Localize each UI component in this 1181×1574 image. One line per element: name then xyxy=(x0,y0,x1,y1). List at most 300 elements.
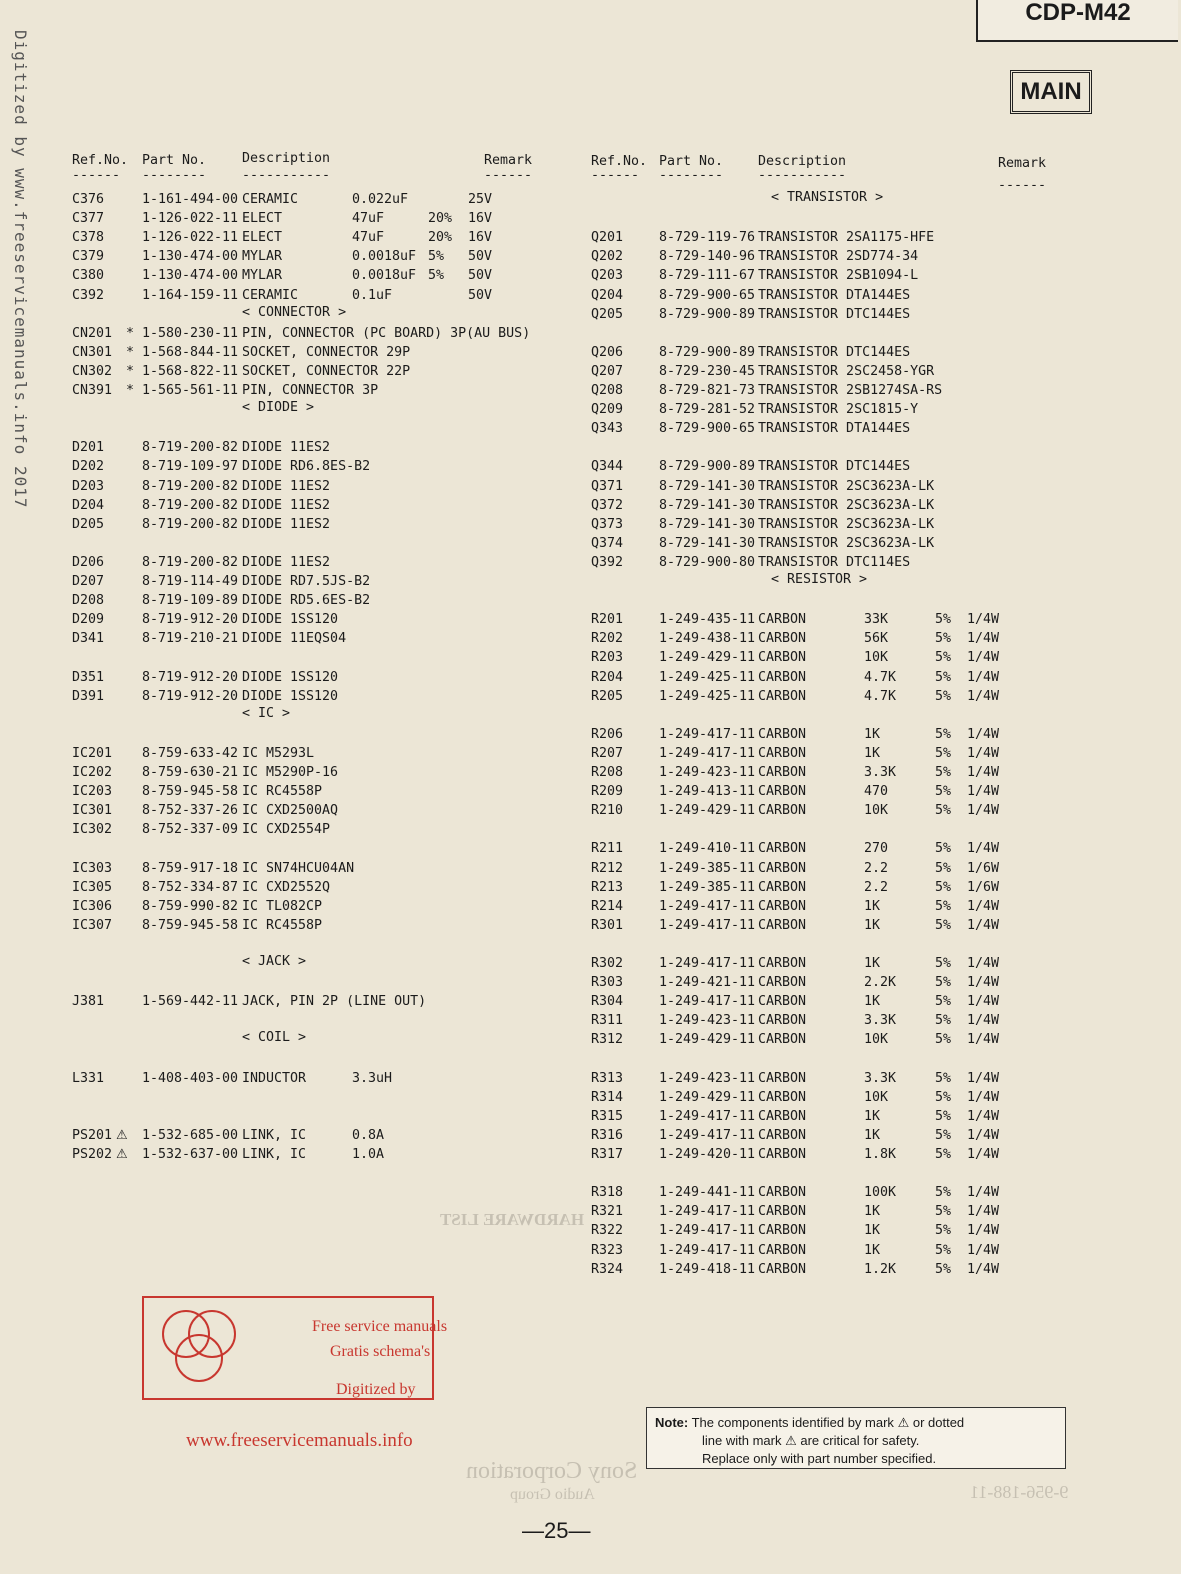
description-cell: CARBON xyxy=(758,975,807,991)
tolerance-cell: 5% xyxy=(935,956,952,971)
part-row xyxy=(591,1126,1051,1145)
part-row xyxy=(72,572,542,591)
value-cell: 10K xyxy=(864,650,889,666)
part-number-cell: 8-729-141-30 xyxy=(659,516,756,532)
rating-cell: 1/4W xyxy=(967,612,1000,628)
description-cell: CARBON xyxy=(758,688,807,704)
rating-cell: 1/4W xyxy=(967,956,1000,971)
note-line1: The components identified by mark xyxy=(691,1415,894,1430)
part-number-cell: 1-249-417-11 xyxy=(659,994,756,1010)
ref-cell: PS201 xyxy=(72,1127,113,1143)
part-row xyxy=(72,744,542,763)
part-row xyxy=(72,1145,542,1164)
rating-cell: 50V xyxy=(468,249,493,265)
part-row xyxy=(72,190,542,209)
stamp-circle xyxy=(175,1334,223,1382)
rating-cell: 1/4W xyxy=(967,1108,1000,1124)
description-cell: ELECT xyxy=(242,230,283,246)
ghost-hardware-list: HARDWARE LIST xyxy=(440,1210,585,1229)
part-row xyxy=(591,266,1051,285)
stamp-line1: Free service manuals xyxy=(312,1318,448,1335)
header-dash-remark: ------ xyxy=(484,168,533,183)
part-row xyxy=(72,629,542,648)
watermark-text: Digitized by www.freeservicemanuals.info 2017 xyxy=(11,30,30,509)
rating-cell: 1/4W xyxy=(967,1147,1000,1162)
ref-cell: L331 xyxy=(72,1070,105,1086)
ref-cell: C392 xyxy=(72,287,105,303)
value-cell: 4.7K xyxy=(864,688,897,704)
tolerance-cell: 5% xyxy=(935,841,952,857)
part-number-cell: 1-249-438-11 xyxy=(659,631,756,647)
tolerance-cell: 5% xyxy=(935,994,952,1010)
description-cell: IC CXD2552Q xyxy=(242,879,331,895)
rating-cell: 1/4W xyxy=(967,631,1000,647)
value-cell: 33K xyxy=(864,612,889,628)
ref-cell: R313 xyxy=(591,1070,624,1086)
part-row xyxy=(72,820,542,839)
part-number-cell: 8-729-111-67 xyxy=(659,268,756,284)
tolerance-cell: 5% xyxy=(935,1223,952,1239)
ref-cell: R204 xyxy=(591,669,624,685)
ref-cell: R323 xyxy=(591,1242,624,1258)
part-number-cell: 1-249-417-11 xyxy=(659,1242,756,1258)
ref-cell: Q206 xyxy=(591,344,624,360)
tolerance-cell: 5% xyxy=(935,669,952,685)
ref-cell: R212 xyxy=(591,860,624,876)
ref-cell: D206 xyxy=(72,554,105,570)
tolerance-cell: 5% xyxy=(935,1108,952,1124)
part-number-cell: 8-719-200-82 xyxy=(142,440,239,456)
value-cell: 3.3K xyxy=(864,1013,897,1029)
part-row xyxy=(72,457,542,476)
description-cell: MYLAR xyxy=(242,249,283,265)
section-heading: < COIL > xyxy=(242,1030,307,1046)
ref-cell: R303 xyxy=(591,975,624,991)
value-cell: 0.0018uF xyxy=(352,268,417,284)
description-cell: CARBON xyxy=(758,612,807,628)
part-row xyxy=(591,916,1051,935)
ref-cell: R315 xyxy=(591,1108,624,1124)
ref-cell: R201 xyxy=(591,612,624,628)
value-cell: 1K xyxy=(864,1127,881,1143)
part-number-cell: 1-580-230-11 xyxy=(142,325,239,341)
part-number-cell: 1-249-417-11 xyxy=(659,1204,756,1220)
tolerance-cell: 5% xyxy=(935,860,952,876)
header-dash-ref: ------ xyxy=(591,168,640,183)
part-number-cell: 1-249-417-11 xyxy=(659,917,756,933)
value-cell: 1.2K xyxy=(864,1261,897,1277)
tolerance-cell: 5% xyxy=(935,898,952,914)
ref-cell: Q371 xyxy=(591,478,624,494)
description-cell: DIODE RD7.5JS-B2 xyxy=(242,574,371,589)
part-row xyxy=(591,1107,1051,1126)
description-cell: TRANSISTOR DTC144ES xyxy=(758,306,911,322)
description-cell: JACK, PIN 2P (LINE OUT) xyxy=(242,994,427,1010)
tolerance-cell: 5% xyxy=(935,726,952,742)
part-row xyxy=(591,419,1051,438)
value-cell: 3.3K xyxy=(864,765,897,780)
description-cell: CARBON xyxy=(758,1070,807,1086)
part-row xyxy=(591,1221,1051,1240)
part-row xyxy=(591,668,1051,687)
rating-cell: 1/4W xyxy=(967,669,1000,685)
ref-cell: IC303 xyxy=(72,860,113,876)
part-number-cell: 8-719-200-82 xyxy=(142,497,239,513)
part-number-cell: 1-249-423-11 xyxy=(659,1013,756,1029)
ref-cell: R213 xyxy=(591,879,624,895)
value-cell: 10K xyxy=(864,1032,889,1048)
rating-cell: 1/4W xyxy=(967,745,1000,761)
description-cell: CARBON xyxy=(758,1204,807,1220)
ref-cell: R208 xyxy=(591,765,624,780)
part-number-cell: 8-759-633-42 xyxy=(142,745,239,761)
description-cell: PIN, CONNECTOR (PC BOARD) 3P(AU BUS) xyxy=(242,325,531,341)
description-cell: LINK, IC xyxy=(242,1147,307,1162)
part-number-cell: 8-759-630-21 xyxy=(142,765,239,780)
part-number-cell: 1-568-844-11 xyxy=(142,344,239,360)
part-number-cell: 8-729-900-89 xyxy=(659,459,756,475)
tolerance-cell: 5% xyxy=(935,745,952,761)
header-part: Part No. xyxy=(142,153,207,168)
value-cell: 1K xyxy=(864,956,881,971)
part-number-cell: 1-532-637-00 xyxy=(142,1147,239,1162)
description-cell: DIODE RD5.6ES-B2 xyxy=(242,593,371,609)
part-number-cell: 1-126-022-11 xyxy=(142,211,239,227)
star-mark: * xyxy=(126,363,135,379)
ref-cell: C379 xyxy=(72,249,105,265)
description-cell: TRANSISTOR 2SD774-34 xyxy=(758,249,919,265)
part-number-cell: 1-249-423-11 xyxy=(659,1070,756,1086)
value-cell: 0.022uF xyxy=(352,192,409,207)
description-cell: CARBON xyxy=(758,784,807,800)
part-row xyxy=(72,209,542,228)
part-number-cell: 8-719-114-49 xyxy=(142,574,239,589)
header-dash-remark: ------ xyxy=(998,178,1047,193)
part-row xyxy=(72,266,542,285)
rating-cell: 1/4W xyxy=(967,898,1000,914)
part-row xyxy=(72,286,542,305)
rating-cell: 1/4W xyxy=(967,1032,1000,1048)
tolerance-cell: 5% xyxy=(935,688,952,704)
part-row xyxy=(591,744,1051,763)
note-line3: Replace only with part number specified. xyxy=(702,1451,937,1466)
part-row xyxy=(72,763,542,782)
part-number-cell: 8-729-900-89 xyxy=(659,306,756,322)
description-cell: CARBON xyxy=(758,765,807,780)
tolerance-cell: 5% xyxy=(428,268,445,284)
part-row xyxy=(591,839,1051,858)
part-number-cell: 1-249-417-11 xyxy=(659,726,756,742)
description-cell: IC M5290P-16 xyxy=(242,765,339,780)
rating-cell: 1/4W xyxy=(967,650,1000,666)
part-row xyxy=(72,687,542,706)
rating-cell: 1/6W xyxy=(967,879,1000,895)
rating-cell: 1/4W xyxy=(967,688,1000,704)
section-heading: < RESISTOR > xyxy=(771,572,868,587)
rating-cell: 1/4W xyxy=(967,1242,1000,1258)
part-number-cell: 1-249-429-11 xyxy=(659,650,756,666)
description-cell: TRANSISTOR 2SC1815-Y xyxy=(758,402,919,418)
tolerance-cell: 5% xyxy=(935,1185,952,1201)
star-mark: * xyxy=(126,383,135,398)
tolerance-cell: 5% xyxy=(935,1261,952,1277)
part-number-cell: 8-752-337-26 xyxy=(142,803,239,819)
tolerance-cell: 20% xyxy=(428,211,453,227)
tolerance-cell: 5% xyxy=(935,879,952,895)
tolerance-cell: 5% xyxy=(935,917,952,933)
part-row xyxy=(591,228,1051,247)
part-row xyxy=(591,1241,1051,1260)
ref-cell: Q204 xyxy=(591,287,624,303)
part-number-cell: 1-249-425-11 xyxy=(659,669,756,685)
value-cell: 1.0A xyxy=(352,1147,385,1162)
description-cell: IC TL082CP xyxy=(242,898,323,914)
tolerance-cell: 5% xyxy=(935,784,952,800)
part-row xyxy=(591,954,1051,973)
ref-cell: R321 xyxy=(591,1204,624,1220)
ref-cell: Q343 xyxy=(591,421,624,437)
page-number: —25— xyxy=(522,1518,591,1543)
description-cell: TRANSISTOR DTA144ES xyxy=(758,421,911,437)
part-number-cell: 8-729-900-80 xyxy=(659,554,756,570)
part-row xyxy=(72,878,542,897)
description-cell: SOCKET, CONNECTOR 22P xyxy=(242,363,411,379)
ref-cell: R318 xyxy=(591,1185,624,1201)
part-row xyxy=(72,897,542,916)
part-row xyxy=(591,400,1051,419)
tolerance-cell: 5% xyxy=(428,249,445,265)
ref-cell: D207 xyxy=(72,574,105,589)
part-number-cell: 8-729-900-65 xyxy=(659,287,756,303)
part-row xyxy=(591,477,1051,496)
tolerance-cell: 5% xyxy=(935,1089,952,1105)
ref-cell: C377 xyxy=(72,211,105,227)
value-cell: 56K xyxy=(864,631,889,647)
ref-cell: D201 xyxy=(72,440,105,456)
part-row xyxy=(591,553,1051,572)
part-number-cell: 1-249-423-11 xyxy=(659,765,756,780)
section-heading: < CONNECTOR > xyxy=(242,304,347,320)
part-number-cell: 8-729-141-30 xyxy=(659,535,756,551)
part-number-cell: 1-568-822-11 xyxy=(142,363,239,379)
description-cell: IC M5293L xyxy=(242,745,315,761)
ref-cell: IC302 xyxy=(72,822,113,838)
part-row xyxy=(72,859,542,878)
note-line1b: or dotted xyxy=(912,1415,965,1430)
rating-cell: 1/4W xyxy=(967,1013,1000,1029)
description-cell: TRANSISTOR DTC144ES xyxy=(758,459,911,475)
part-row xyxy=(72,515,542,534)
part-number-cell: 8-759-917-18 xyxy=(142,860,239,876)
ref-cell: R203 xyxy=(591,650,624,666)
description-cell: TRANSISTOR 2SC3623A-LK xyxy=(758,497,935,513)
description-cell: CARBON xyxy=(758,1147,807,1162)
ref-cell: R205 xyxy=(591,688,624,704)
ref-cell: R209 xyxy=(591,784,624,800)
ref-cell: D209 xyxy=(72,612,105,628)
ref-cell: R311 xyxy=(591,1013,624,1029)
part-number-cell: 1-249-418-11 xyxy=(659,1261,756,1277)
part-number-cell: 1-249-441-11 xyxy=(659,1185,756,1201)
part-row xyxy=(591,629,1051,648)
part-number-cell: 8-752-337-09 xyxy=(142,822,239,838)
value-cell: 3.3K xyxy=(864,1070,897,1086)
ref-cell: R301 xyxy=(591,917,624,933)
value-cell: 0.0018uF xyxy=(352,249,417,265)
part-number-cell: 8-729-281-52 xyxy=(659,402,756,418)
part-number-cell: 8-719-210-21 xyxy=(142,631,239,647)
description-cell: TRANSISTOR DTA144ES xyxy=(758,287,911,303)
part-row xyxy=(591,859,1051,878)
part-number-cell: 8-719-109-89 xyxy=(142,593,239,609)
part-row xyxy=(591,381,1051,400)
tolerance-cell: 5% xyxy=(935,975,952,991)
warning-triangle-icon: ⚠ xyxy=(116,1147,128,1162)
ref-cell: D351 xyxy=(72,669,105,685)
description-cell: IC RC4558P xyxy=(242,917,323,933)
ref-cell: Q203 xyxy=(591,268,624,284)
header-dash-ref: ------ xyxy=(72,168,121,183)
ref-cell: CN201 xyxy=(72,325,113,341)
rating-cell: 1/4W xyxy=(967,1204,1000,1220)
ref-cell: D203 xyxy=(72,478,105,494)
part-number-cell: 8-759-945-58 xyxy=(142,917,239,933)
value-cell: 1K xyxy=(864,994,881,1010)
value-cell: 1K xyxy=(864,917,881,933)
part-row xyxy=(591,763,1051,782)
part-number-cell: 8-719-200-82 xyxy=(142,516,239,532)
part-row xyxy=(591,973,1051,992)
tolerance-cell: 5% xyxy=(935,1204,952,1220)
description-cell: TRANSISTOR 2SC3623A-LK xyxy=(758,535,935,551)
note-line2: line with mark xyxy=(702,1433,782,1448)
part-number-cell: 1-249-417-11 xyxy=(659,956,756,971)
description-cell: MYLAR xyxy=(242,268,283,284)
description-cell: CARBON xyxy=(758,994,807,1010)
rating-cell: 50V xyxy=(468,287,493,303)
ref-cell: IC307 xyxy=(72,917,113,933)
tolerance-cell: 5% xyxy=(935,765,952,780)
value-cell: 10K xyxy=(864,803,889,819)
value-cell: 47uF xyxy=(352,211,385,227)
description-cell: DIODE 1SS120 xyxy=(242,688,339,704)
part-number-cell: 8-729-140-96 xyxy=(659,249,756,265)
section-heading: < TRANSISTOR > xyxy=(771,190,884,205)
rating-cell: 25V xyxy=(468,192,493,207)
description-cell: DIODE RD6.8ES-B2 xyxy=(242,459,371,475)
part-number-cell: 1-249-417-11 xyxy=(659,1108,756,1124)
ref-cell: R206 xyxy=(591,726,624,742)
part-row xyxy=(591,1145,1051,1164)
safety-note xyxy=(646,1407,1066,1469)
part-row xyxy=(72,343,542,362)
description-cell: CARBON xyxy=(758,879,807,895)
ref-cell: IC306 xyxy=(72,898,113,914)
part-number-cell: 1-408-403-00 xyxy=(142,1070,239,1086)
part-row xyxy=(72,381,542,400)
description-cell: CARBON xyxy=(758,917,807,933)
tolerance-cell: 20% xyxy=(428,230,453,246)
part-row xyxy=(72,591,542,610)
description-cell: TRANSISTOR DTC114ES xyxy=(758,554,911,570)
part-row xyxy=(72,477,542,496)
ref-cell: Q207 xyxy=(591,363,624,379)
description-cell: CARBON xyxy=(758,1108,807,1124)
ref-cell: D204 xyxy=(72,497,105,513)
part-row xyxy=(591,362,1051,381)
ref-cell: IC301 xyxy=(72,803,113,819)
ref-cell: Q201 xyxy=(591,230,624,246)
part-number-cell: 8-752-334-87 xyxy=(142,879,239,895)
rating-cell: 16V xyxy=(468,230,493,246)
value-cell: 270 xyxy=(864,841,889,857)
rating-cell: 1/4W xyxy=(967,726,1000,742)
part-number-cell: 1-249-421-11 xyxy=(659,975,756,991)
part-row xyxy=(591,1183,1051,1202)
ref-cell: R322 xyxy=(591,1223,624,1239)
part-row xyxy=(591,1260,1051,1279)
part-row xyxy=(591,992,1051,1011)
description-cell: CERAMIC xyxy=(242,287,299,303)
ref-cell: C380 xyxy=(72,268,105,284)
rating-cell: 50V xyxy=(468,268,493,284)
description-cell: CARBON xyxy=(758,631,807,647)
description-cell: TRANSISTOR 2SB1094-L xyxy=(758,268,919,284)
part-number-cell: 8-729-900-65 xyxy=(659,421,756,437)
part-row xyxy=(72,228,542,247)
star-mark: * xyxy=(126,325,135,341)
ref-cell: R312 xyxy=(591,1032,624,1048)
part-row xyxy=(72,668,542,687)
description-cell: DIODE 11ES2 xyxy=(242,440,331,456)
part-row xyxy=(72,916,542,935)
part-number-cell: 8-729-230-45 xyxy=(659,363,756,379)
part-number-cell: 1-130-474-00 xyxy=(142,268,239,284)
ref-cell: D391 xyxy=(72,688,105,704)
tolerance-cell: 5% xyxy=(935,1032,952,1048)
ghost-division: Audio Group xyxy=(510,1486,595,1503)
part-number-cell: 8-719-109-97 xyxy=(142,459,239,475)
ref-cell: R314 xyxy=(591,1089,624,1105)
part-number-cell: 1-249-385-11 xyxy=(659,879,756,895)
value-cell: 10K xyxy=(864,1089,889,1105)
part-row xyxy=(591,515,1051,534)
description-cell: TRANSISTOR 2SA1175-HFE xyxy=(758,230,935,246)
section-heading: < DIODE > xyxy=(242,400,315,416)
part-number-cell: 1-249-417-11 xyxy=(659,1127,756,1143)
header-ref: Ref.No. xyxy=(591,154,648,169)
ref-cell: Q374 xyxy=(591,535,624,551)
part-number-cell: 1-164-159-11 xyxy=(142,287,239,303)
part-number-cell: 8-729-141-30 xyxy=(659,497,756,513)
description-cell: CARBON xyxy=(758,745,807,761)
header-part: Part No. xyxy=(659,154,724,169)
value-cell: 0.1uF xyxy=(352,287,393,303)
value-cell: 100K xyxy=(864,1185,897,1201)
part-row xyxy=(591,247,1051,266)
part-row xyxy=(72,610,542,629)
tolerance-cell: 5% xyxy=(935,1147,952,1162)
ref-cell: Q202 xyxy=(591,249,624,265)
part-number-cell: 1-161-494-00 xyxy=(142,192,239,207)
ref-cell: CN302 xyxy=(72,363,113,379)
part-number-cell: 1-532-685-00 xyxy=(142,1127,239,1143)
ghost-doc-number: 9-956-188-11 xyxy=(970,1482,1069,1502)
ref-cell: J381 xyxy=(72,994,105,1010)
description-cell: DIODE 1SS120 xyxy=(242,669,339,685)
part-number-cell: 8-729-900-89 xyxy=(659,344,756,360)
value-cell: 47uF xyxy=(352,230,385,246)
